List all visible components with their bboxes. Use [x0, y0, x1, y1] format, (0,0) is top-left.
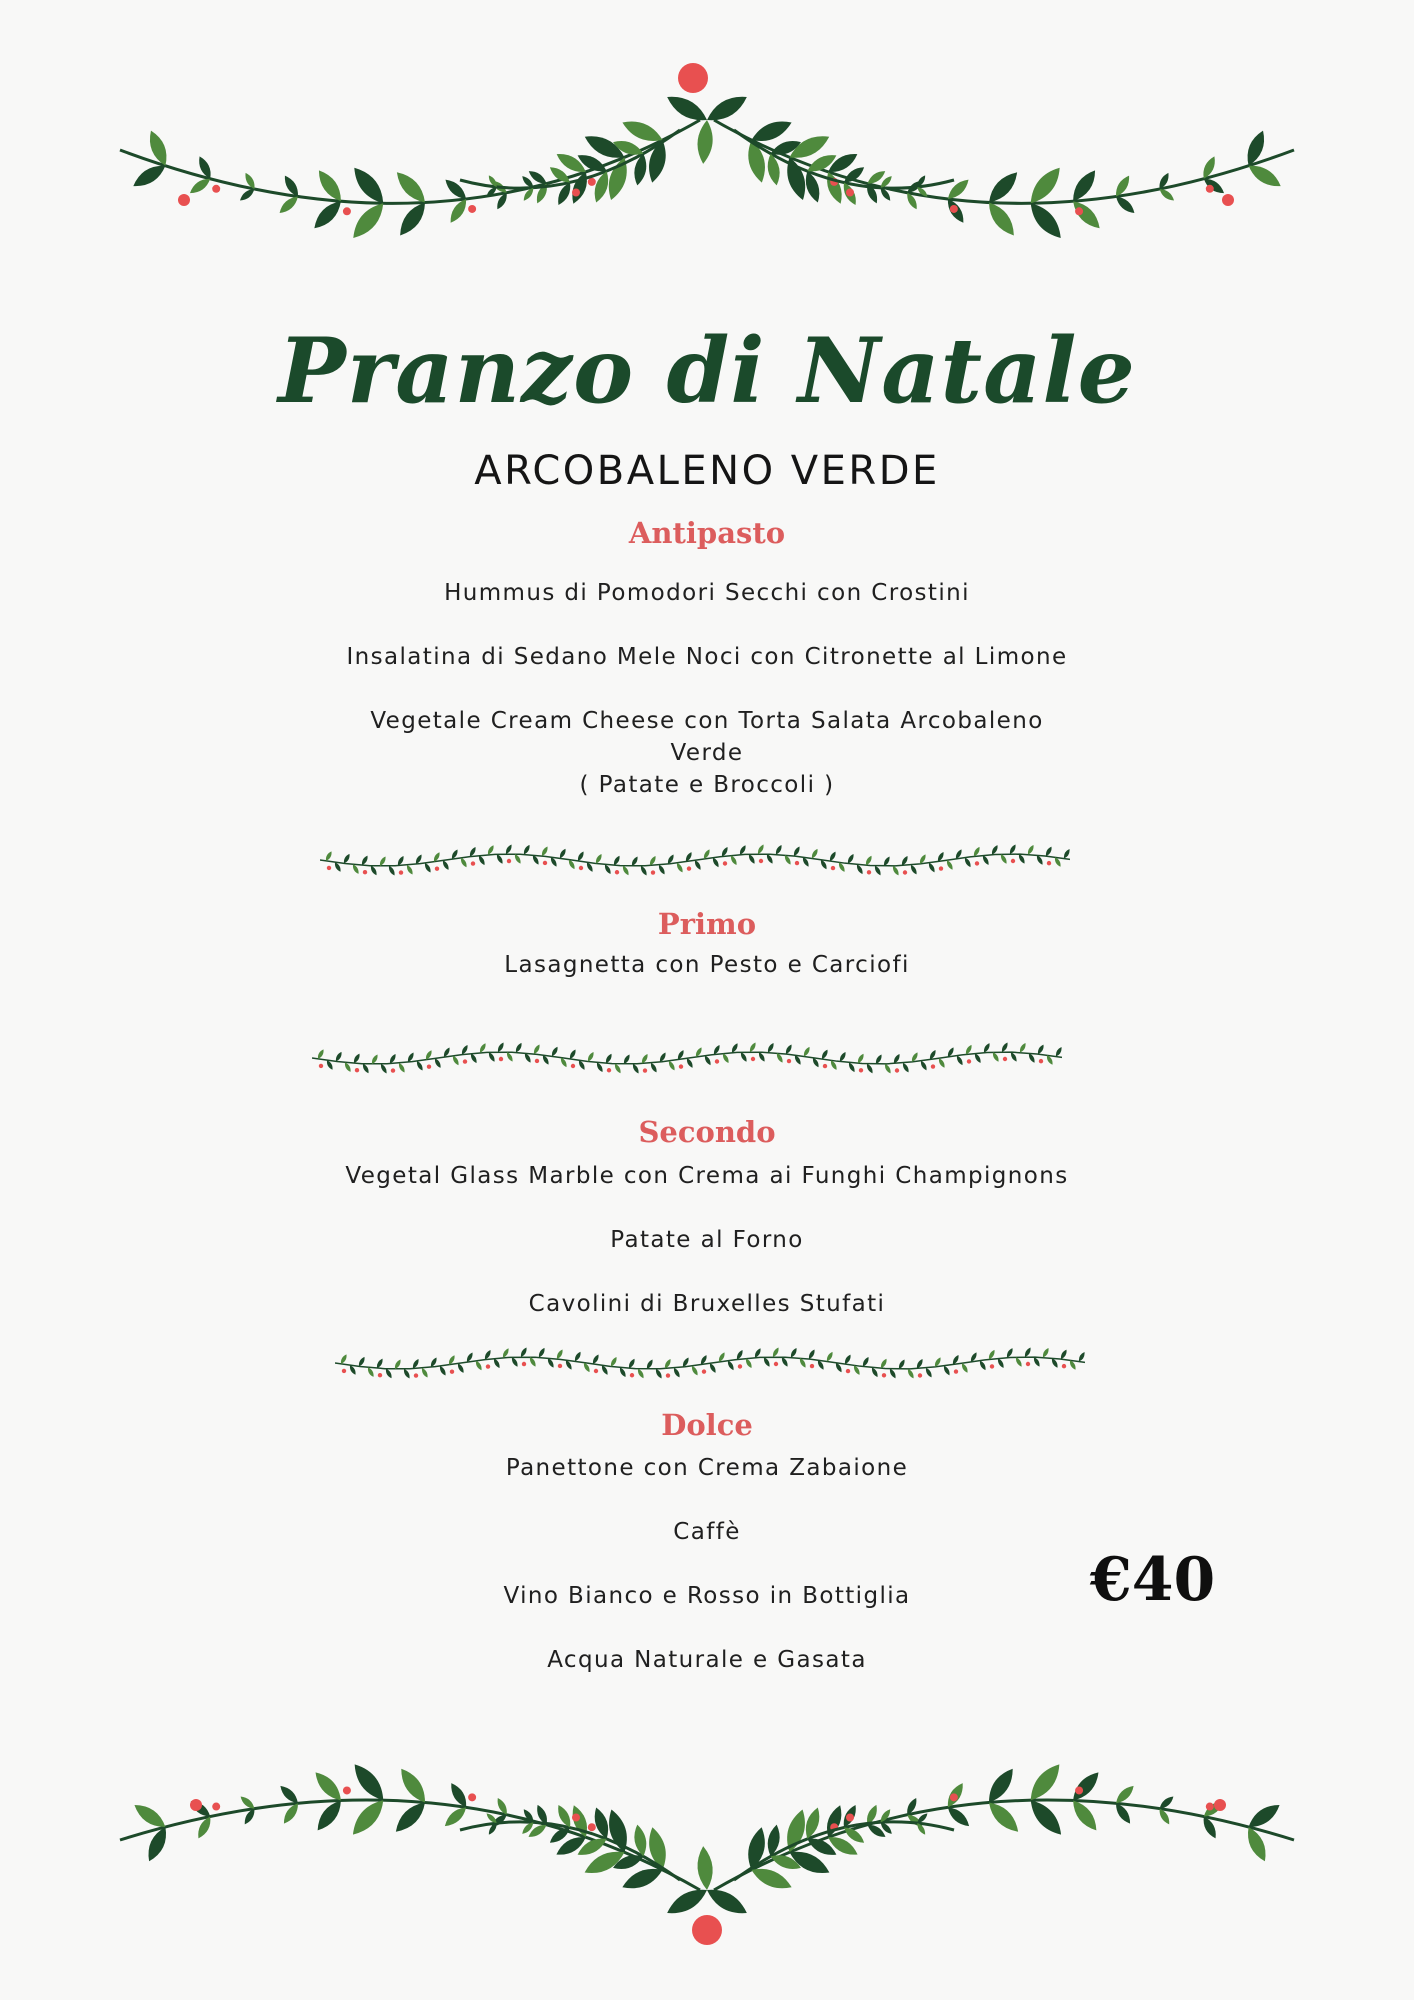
menu-item: Panettone con Crema Zabaione — [505, 1455, 909, 1481]
course-heading-primo: Primo — [657, 907, 757, 941]
menu-item: Acqua Naturale e Gasata — [547, 1647, 867, 1673]
course-heading-secondo: Secondo — [638, 1115, 776, 1149]
vine-divider-icon — [312, 1038, 1062, 1078]
menu-item: Vino Bianco e Rosso in Bottiglia — [503, 1583, 911, 1609]
menu-subtitle: ARCOBALENO VERDE — [474, 448, 940, 494]
course-heading-antipasto: Antipasto — [628, 516, 786, 550]
course-heading-dolce: Dolce — [661, 1408, 753, 1442]
vine-divider-icon — [335, 1343, 1085, 1383]
menu-item: Lasagnetta con Pesto e Carciofi — [504, 952, 910, 978]
price-label: €40 — [1090, 1545, 1216, 1615]
vine-divider-icon — [320, 840, 1070, 880]
menu-item: Verde — [670, 740, 744, 766]
menu-title: Pranzo di Natale — [278, 318, 1136, 424]
menu-item: Cavolini di Bruxelles Stufati — [528, 1291, 886, 1317]
garland-bottom-icon — [100, 1700, 1314, 1960]
garland-top-icon — [100, 50, 1314, 300]
menu-item: Insalatina di Sedano Mele Noci con Citronette al Limone — [346, 644, 1068, 670]
menu-item: Hummus di Pomodori Secchi con Crostini — [444, 580, 970, 606]
menu-item: Caffè — [673, 1519, 741, 1545]
menu-item: Vegetal Glass Marble con Crema ai Funghi Champignons — [345, 1163, 1069, 1189]
menu-item: ( Patate e Broccoli ) — [579, 772, 835, 798]
menu-item: Patate al Forno — [610, 1227, 804, 1253]
menu-item: Vegetale Cream Cheese con Torta Salata Arcobaleno — [370, 708, 1044, 734]
